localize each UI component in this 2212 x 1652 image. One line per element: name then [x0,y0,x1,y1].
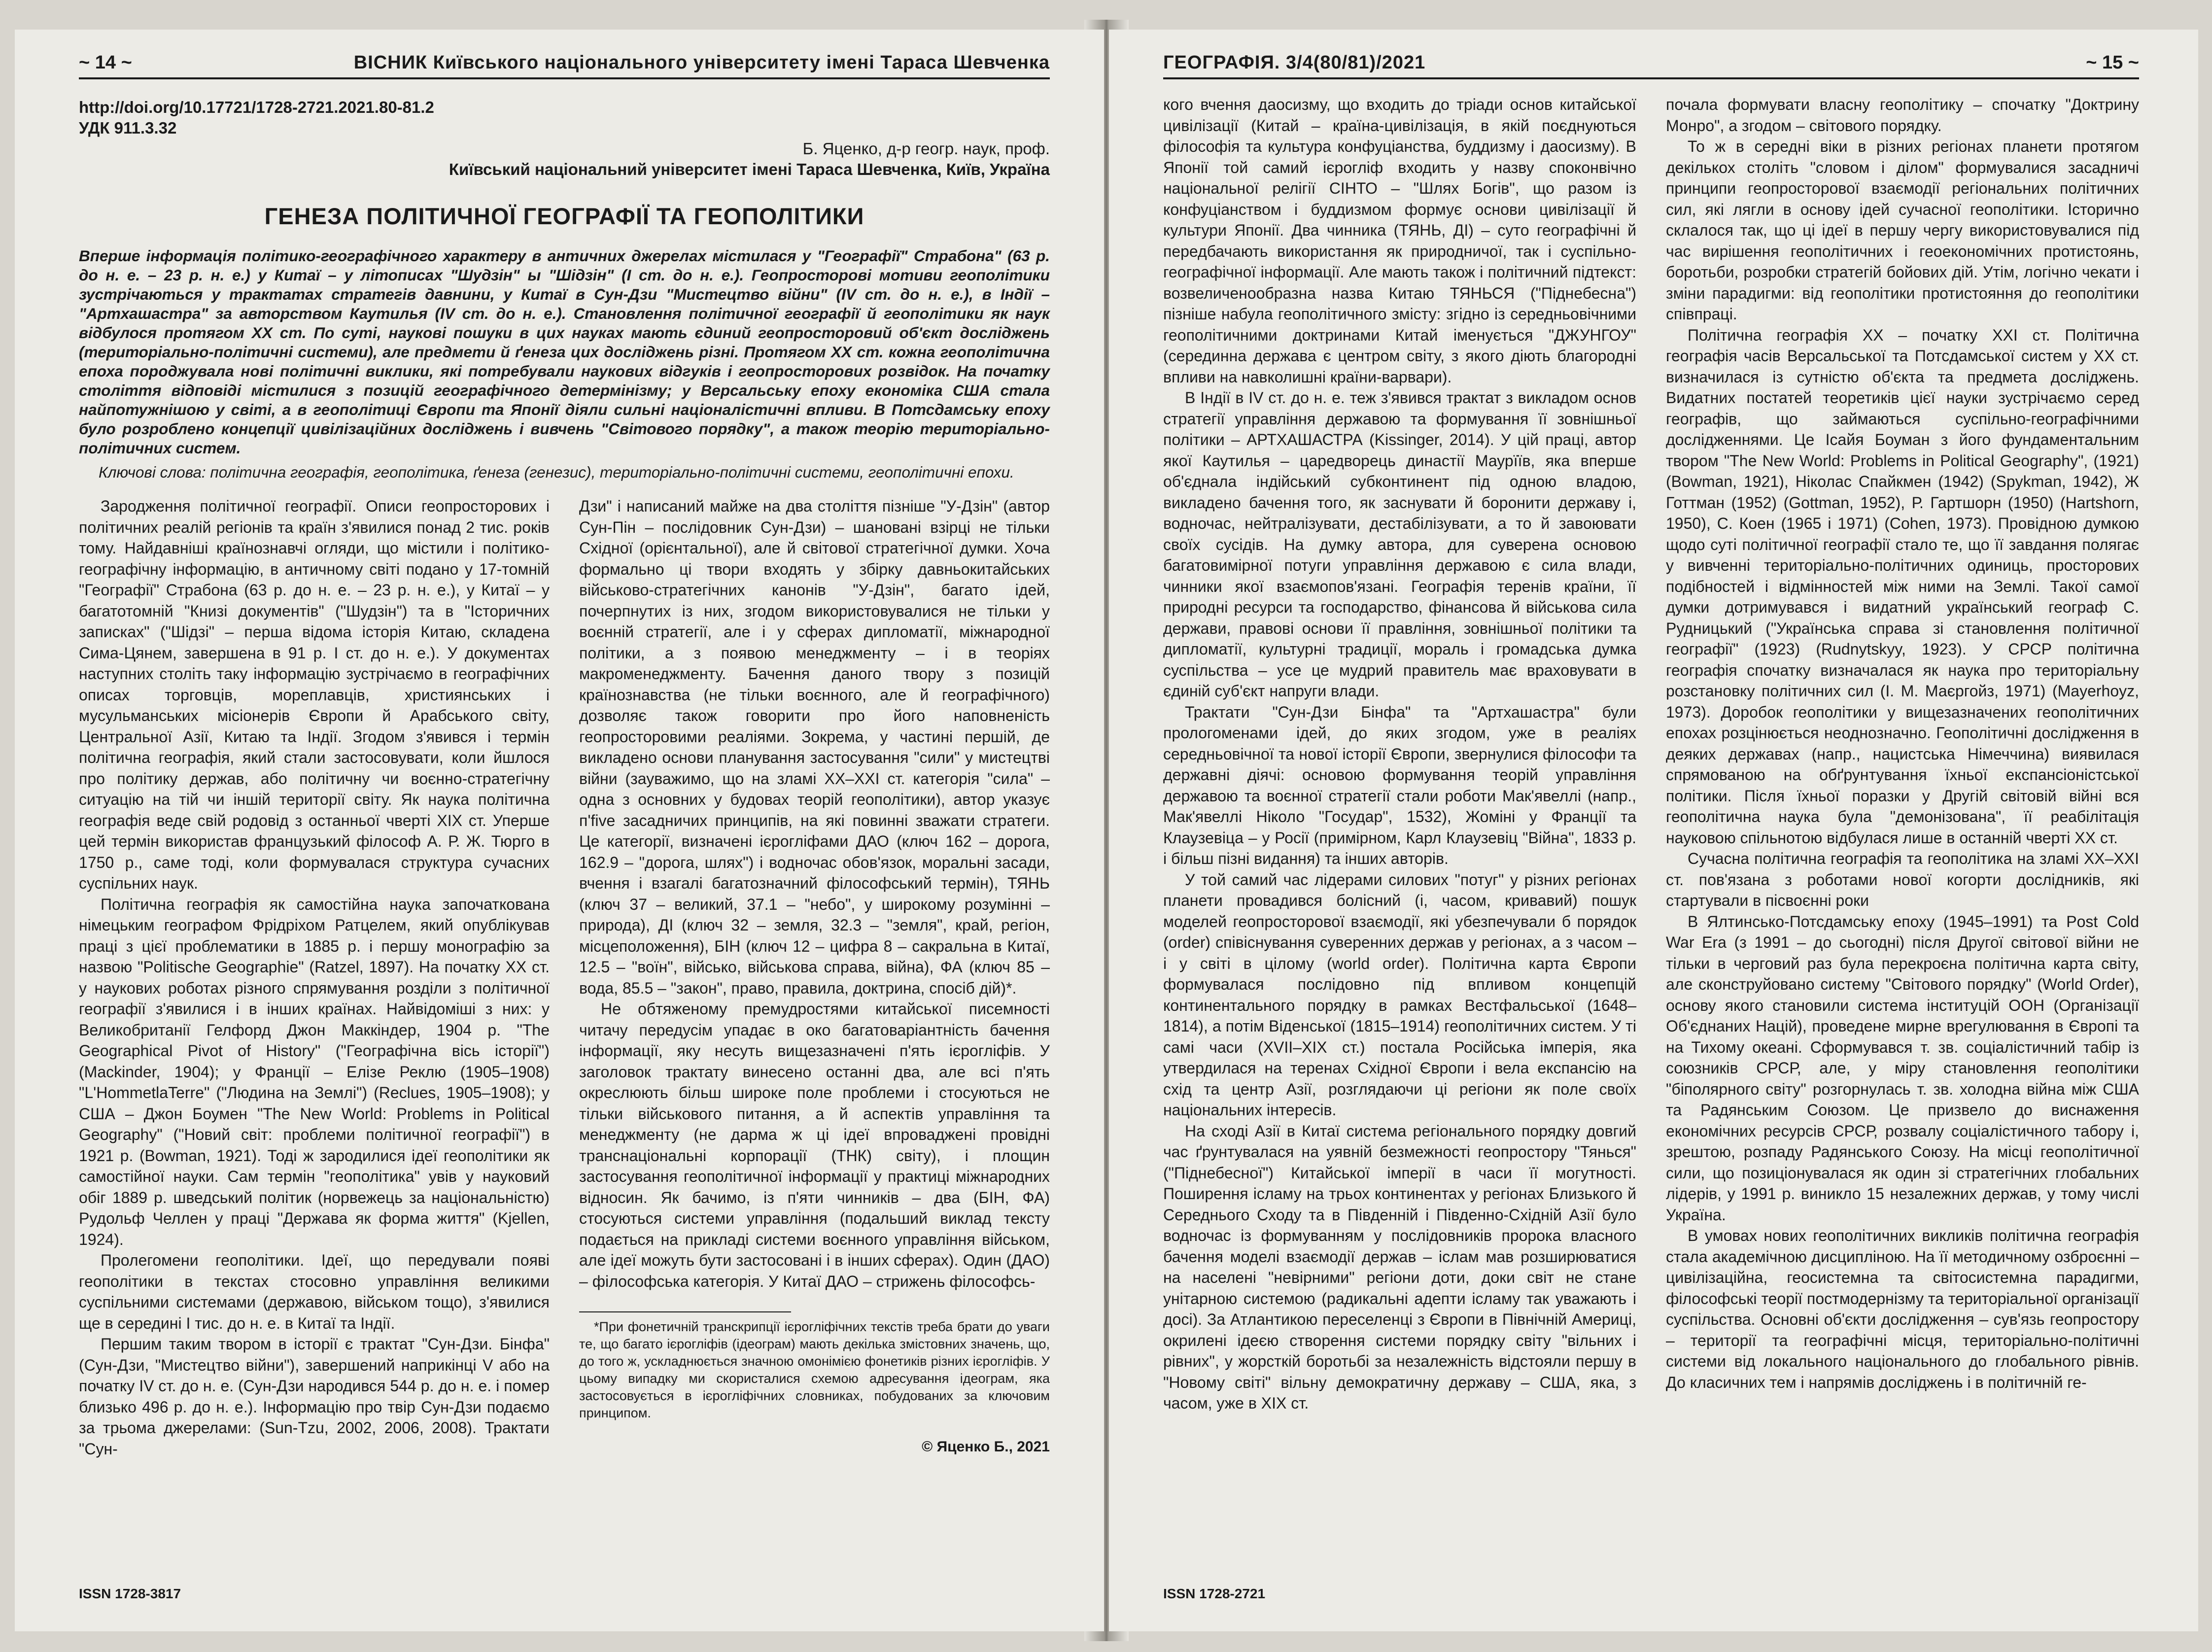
running-head-left [79,34,1050,79]
author-line: Б. Яценко, д-р геогр. наук, проф. [802,139,1050,158]
left-page [15,30,1104,1631]
paragraph: Зародження політичної географії. Описи геопросторових і політичних реалій регіонів та країн з'явилися понад 2 тис. років тому. Найдавніші країнознавчі огляди, що містили і політико-географічну інформацію, в античному світі подано у 17-томній "Географії" Страбона (63 р. до н. е. – 23 р. н. е.), у Китаї – у багатотомній "Книзі документів" ("Шудзін") та в "Історичних записках" ("Шідзі" – перша відома історія Китаю, складена Сима-Цянем, завершена в 91 р. І ст. до н. е.). У документах наступних століть таку інформацію зустрічаємо в географічних описах торговців, мореплавців, християнських і мусульманських місіонерів Європи й Арабського світу, Центральної Азії, Китаю та Індії. Згодом з'явився і термін політична географія, який стали застосовувати, коли йшлося про політику держав, або політичну чи воєнно-стратегічну ситуацію на тій чи іншій території світу. Як наука політична географія веде свій родовід з останньої чверті ХІХ ст. Уперше цей термін використав французький філософ А. Р. Ж. Тюрго в 1750 р., саме тоді, коли формувалася структура сучасних суспільних наук. [79,497,550,892]
issn-right: ISSN 1728-2721 [1163,1586,1266,1601]
abstract: Вперше інформація політико-географічного характеру в античних джерелах містилася у "Географії" Страбона" (63 р. до н. е. – 23 р. н. е.) у Китаї – у літописах "Шудзін" ы "Шідзін" (І ст. до н. е.). Геопросторові мотиви геополітики зустрічаються у трактатах стратегів давнини, у Китаї в Сун-Дзи "Мистецтво війни" (IV ст. до н. е.), в Індії – "Артхашастра" за авторством Каутилья (IV ст. до н. е.). Становлення політичної географії й геополітики як наук відбулося протягом ХХ ст. По суті, наукові пошуки в цих науках мають єдиний геопросторовий об'єкт досліджень (територіально-політичні системи), але предмети й ґенеза цих досліджень різні. Протягом ХХ ст. кожна геополітична епоха породжувала нові політичні виклики, які потребували наукових відгуків і геопросторових розвідок. На початку століття відповіді містилися з позицій географічного детермінізму; у Версальську епоху економіка США стала найпотужнішою у світі, а в геополітиці Європи та Японії діяли сильні націоналістичні впливи. В Потсдамську епоху було розроблено концепції цивілізаційних досліджень і вивчень "Світового порядку", а також теорію територіально-політичних систем. [79,247,1050,457]
affiliation-text: Київський національний університет імені Тараса Шевченка, Київ, Україна [449,160,1050,178]
paragraph: Трактати "Сун-Дзи Бінфа" та "Артхашастра" були прологоменами ідей, до яких згодом, уже в реаліях середньовічної та нової історії Європи, звернулися філософи та державні діячі: основою формування теорій управління державою та воєнної стратегії стали роботи Мак'явеллі (напр., Мак'явеллі Ніколо "Государ", 1532), Жоміні у Франції та Клаузевіца – у Росії (примірном, Карл Клаузевіц "Війна", 1833 р. і більш пізні видання) та інших авторів. [1163,703,1636,867]
keywords: Ключові слова: політична географія, геополітика, ґенеза (генезис), територіально-політичні системи, геополітичні епохи. [99,463,1014,481]
column-right-1 [1163,94,1636,1414]
column-right-2 [1666,94,2139,1414]
affiliation-line [79,159,1050,180]
copyright: © Яценко Б., 2021 [922,1439,1050,1455]
column-left-2 [579,496,1050,1459]
paragraph: Сучасна політична географія та геополітика на зламі ХХ–ХХІ ст. пов'язана з роботами нової когорти дослідників, які стартували в пісвоєнні роки [1666,850,2139,909]
paragraph: Першим таким твором в історії є трактат "Сун-Дзи. Бінфа" (Сун-Дзи, "Мистецтво війни"), завершений наприкінці V або на початку IV ст. до н. е. (Сун-Дзи народився 544 р. до н. е. і помер близько 496 р. до н. е.). Інформацію про твір Сун-Дзи подаємо за трьома джерелами: (Sun-Tzu, 2002, 2006, 2008). Трактати "Сун- [79,1335,550,1458]
running-head-right [1163,34,2139,79]
footnote-divider [579,1311,791,1312]
body-columns [79,496,1050,1459]
paragraph: кого вчення даосизму, що входить до тріади основ китайської цивілізації (Китай – країна-цивілізація, в якій поєднуються філософія та культура конфуціанства, буддизму і даосизму). В Японії той самий ієрогліф входить у назву споконвічно національної релігії СІНТО – "Шлях Богів", що разом із конфуціанством і буддизмом формує основи цивілізації й культури Японії. Два чинника (ТЯНЬ, ДІ) – суто географічні й передбачають використання як природничої, так і суспільно-географічної інформації. Але мають також і політичний підтекст: возвеличенообразна назва Китаю ТЯНЬСЯ ("Піднебесна") пізніше набула геополітичного змісту: згідно із середньовічними геополітичними доктринами Китай іменується "ДЖУНГОУ" (серединна держава є центром світу, з якого діють благородні впливи на навколишні країни-варвари). [1163,96,1636,386]
paragraph: почала формувати власну геополітику – спочатку "Доктрину Монро", а згодом – світового порядку. [1666,96,2139,135]
paragraph: Політична географія як самостійна наука започаткована німецьким географом Фрідріхом Ратцелем, який опублікував праці з цієї проблематики в 1885 р. і першу монографію за назвою "Politische Geographie" (Ratzel, 1897). На початку ХХ ст. у наукових роботах різного спрямування розділи з політичної географії з'явилися і в інших країнах. Найвідоміші з них: у Великобританії Гелфорд Джон Маккіндер, 1904 р. "The Geographical Pivot of History" ("Географічна вісь історії") (Mackinder, 1904); у Франції – Елізе Реклю (1905–1908) "L'HommetlaTerre" ("Людина на Землі") (Reclues, 1905–1908); у США – Джон Боумен "The New World: Problems in Political Geography" ("Новий світ: проблеми політичної географії") в 1921 р. (Bowman, 1921). Тоді ж зародилися ідеї геополітики як самостійної науки. Сам термін "геополітика" увів у науковий обіг 1889 р. шведський політик (норвежець за національністю) Рудольф Челлен у праці "Держава як форма життя" (Kjellen, 1924). [79,895,550,1248]
paragraph: У той самий час лідерами силових "потуг" у різних регіонах планети провадився болісний (і, часом, кривавий) пошук моделей геопросторової взаємодії, які убезпечували б порядок (order) співіснування суверенних держав у регіонах, а з часом – і у світі в цілому (world order). Політична карта Європи формувалася послідовно під впливом концепцій континентального порядку в рамках Вестфальської (1648–1814), а потім Віденської (1815–1914) геополітичних систем. У ті самі часи (XVII–XIX ст.) постала Російська імперія, яка утвердилася на теренах Східної Європи і вела експансію на схід та центр Азії, розглядаючи ці регіони як поле своїх національних інтересів. [1163,870,1636,1119]
issue-title: ГЕОГРАФІЯ. 3/4(80/81)/2021 [1163,52,1426,73]
journal-title: ВІСНИК Київського національного університету імені Тараса Шевченка [353,52,1050,73]
paragraph: Політична географія ХХ – початку ХХІ ст. Політична географія часів Версальської та Потсдамської систем у ХХ ст. визначилася із сутністю об'єкта та предмета досліджень. Видатних постатей теоретиків цієї науки зустрічаємо серед географів, що займаються суспільно-географічними дослідженнями. Це Ісайя Боуман з його фундаментальним твором "The New World: Problems in Political Geography", (1921) (Bowman, 1921), Ніколас Спайкмен (1942) (Spykman, 1942), Ж Готтман (1952) (Gottman, 1952), Р. Гартшорн (1950) (Hartshorn, 1950), С. Коен (1965 і 1971) (Cohen, 1973). Провідною думкою щодо суті політичної географії стало те, що її завдання полягає у вивченні територіально-політичних одиниць, просторових подібностей і відмінностей між ними на Землі. Такої самої думки дотримувався і видатний український географ С. Рудницький ("Українська справа зі становлення політичної географії" (1923) (Rudnytskyy, 1923). У СРСР політична географія спочатку визначалася як наука про територіальну розстановку політичних сил (І. М. Маєргойз, 1971) (Mayerhoyz, 1973). Доробок геополітики у вищезазначених геополітичних епохах розцінюється неоднозначно. Геополітичні дослідження в деяких державах (напр., нацистська Німеччина) виявилася спрямованою на обґрунтування їхньої експансіоністської політики. Після їхньої поразки у Другій світовій війні вся геополітична наука була "демонізована", її реабілітація науковою спільнотою відбулася лише в останній чверті ХХ ст. [1666,326,2139,847]
paragraph: В Ялтинсько-Потсдамську епоху (1945–1991) та Post Cold War Era (з 1991 – до сьогодні) після Другої світової війни не тільки в черговий раз була перекроєна політична карта світу, але сконструйовано систему "Світового порядку" (World Order), основу якого становили система інституцій ООН (Організації Об'єднаних Націй), проведене мирне врегулювання в Європі та на Тихому океані. Сформувався т. зв. соціалістичний табір із союзників СРСР, але, у міру становлення геополітики "біполярного світу" розгорнулась т. зв. холодна війна між США та Радянським Союзом. Це призвело до виснаження економічних ресурсів СРСР, розвалу соціалістичного табору і, зрештою, розпаду Радянського Союзу. На місці геополітичної сили, що позиціонувалася як один зі стратегічних глобальних лідерів, у 1991 р. виникло 15 незалежних держав, у тому числі Україна. [1666,912,2139,1224]
page-number: ~ 14 ~ [79,52,132,73]
paragraph: Не обтяженому премудростями китайської писемності читачу передусім упадає в око багатоваріантність бачення інформації, яку несуть вищезазначені п'ять ієрогліфів. У заголовок трактату винесено останні два, але всі п'ять окреслюють більш широке поле проблеми і стосуються не тільки військового питання, а й аспектів управління та менеджменту (не дарма ж ці ідеї впроваджені провідні транснаціональні корпорації (ТНК) світу), і площин застосування геополітичної інформації у практиці міжнародних відносин. Як бачимо, із п'яти чинників – два (БІН, ФА) стосуються системи управління (подальший виклад тексту подається на прикладі системи воєнного управління військом, але ідеї можуть бути застосовані і в інших сферах). Один (ДАО) – філософська категорія. У Китаї ДАО – стрижень філософсь- [579,1000,1050,1290]
paragraph: Пролегомени геополітики. Ідеї, що передували появі геополітики в текстах стосовно управління великими суспільними системами (державою, військом тощо), з'явилися ще в середині І тис. до н. е. в Китаї та Індії. [79,1251,550,1332]
paragraph: В умовах нових геополітичних викликів політична географія стала академічною дисципліною. На її методичному озброєнні – цивілізаційна, геосистемна та світосистемна парадигми, філософські теорії постмодернізму та територіальної організації суспільства. Основні об'єкти дослідження – сув'язь геопростору – території та географічні місця, територіально-політичні системи від локального національного до глобального рівнів. До класичних тем і напрямів досліджень і в політичній ге- [1666,1227,2139,1391]
column-left-1 [79,496,550,1459]
issn-left: ISSN 1728-3817 [79,1586,181,1601]
udk-code: УДК 911.3.32 [79,119,177,137]
page-number: ~ 15 ~ [2086,52,2139,73]
doi-link[interactable]: http://doi.org/10.17721/1728-2721.2021.80-81.2 [79,98,434,116]
footnote: *При фонетичній транскрипції ієрогліфічних текстів треба брати до уваги те, що багато ієрогліфів (ідеограм) мають декілька змістовних значень, що, до того ж, ускладнюється значною омонімією фонетиків різних ієрогліфів. У цьому випадку ми скористалися схемою адресування ідеограм, яка застосовується в ієрогліфічних словниках, побудованих за ключовим принципом. [579,1319,1050,1420]
paragraph: Дзи" і написаний майже на два століття пізніше "У-Дзін" (автор Сун-Пін – послідовник Сун-Дзи) – шановані взірці не тільки Східної (орієнтальної), але й світової стратегічної думки. Хоча формально ці твори входять у збірку давньокитайських військово-стратегічних канонів "У-Дзін", багато ідей, почерпнутих із них, згодом використовувалися не тільки у воєнній стратегії, але і у сферах дипломатії, міжнародної політики, а з появою менеджменту – і в теоріях макроменеджменту. Бачення даного твору з позицій країнознавства (не тільки воєнного, але й географічного) дозволяє також говорити про його наповненість геопросторовими реаліями. Зокрема, у частині першій, де викладено основи планування застосування "сили" у мистецтві війни (зауважимо, що на зламі ХХ–ХХІ ст. категорія "сила" – одна з основних у будовах теорій геополітики), автор указує п'five засадничих принципів, на які повинні зважати стратеги. Це категорії, визначені ієрогліфами ДАО (ключ 162 – дорога, 162.9 – "дорога, шлях") і водночас обов'язок, моральні засади, вчення і взагалі багатозначний філософський термін), ТЯНЬ (ключ 37 – великий, 37.1 – "небо", у широкому розумінні – природа), ДІ (ключ 32 – земля, 32.3 – "земля", край, регіон, місцеположення), БІН (ключ 12 – цифра 8 – сакральна в Китаї, 12.5 – "воїн", військо, військова справа, війна), ФА (ключ 85 – вода, 85.5 – "закон", право, правила, доктрина, спосіб дій)*. [579,497,1050,997]
paragraph: То ж в середні віки в різних регіонах планети протягом декількох століть "словом і ділом" формувалися засадничі принципи геопросторової взаємодії регіональних політичних сил, які лягли в основу ідей сучасної геополітики. Історично склалося так, що ці ідеї в першу чергу використовувалися під час вирішення геополітичних і геоекономічних протистоянь, боротьби, розробки стратегій бойових дій. Утім, логічно чекати і зміни парадигми: від геополітики протистояння до геополітики співпраці. [1666,138,2139,323]
paragraph: На сході Азії в Китаї система регіонального порядку довгий час ґрунтувалася на уявній безмежності геопростору "Тянься" ("Піднебесної") Китайської імперії в часи її могутності. Поширення ісламу на трьох континентах у регіонах Близького й Середнього Сходу та в Південній і Південно-Східній Азії було водночас із формуванням у послідовників пророка власного бачення моделі взаємодії держав – іслам мав розширюватися на населені "невірними" регіони доти, доки світ не стане унітарною системою (радикальні адепти ісламу так уважають і досі). За Атлантикою переселенці з Європи в Північній Америці, окрилені ідеєю створення системи порядку світу "вільних і рівних", у жорсткій боротьбі за незалежність відстояли першу в "Новому світі" вільну демократичну державу – США, яка, з часом, уже в ХІХ ст. [1163,1122,1636,1412]
right-page [1109,30,2198,1631]
body-columns [1163,94,2139,1414]
article-title: ГЕНЕЗА ПОЛІТИЧНОЇ ГЕОГРАФІЇ ТА ГЕОПОЛІТИКИ [264,203,864,229]
paragraph: В Індії в IV ст. до н. е. теж з'явився трактат з викладом основ стратегії управління державою та формування її зовнішньої політики – АРТХАШАСТРА (Kissinger, 2014). У цій праці, автор якої Каутилья – царедворець династії Маурїїв, яка вперше об'єднала індійський субконтинент під одною владою, викладено бачення того, як заснувати й боронити державу і, водночас, нейтралізувати, дестабілізувати, а то й завоювати своїх сусідів. На думку автора, для суверена основою багатовимірної потуги управління державою є сила влади, чинники якої взаємопов'язані. Географія теренів країни, її природні ресурси та господарство, фінансова й військова сила держави, правові основи її правління, зовнішньої політики та дипломатії, культурні традиції, мораль і громадська думка суспільства – усе це мудрий правитель має враховувати в єдиній суб'єкт напруги влади. [1163,389,1636,700]
